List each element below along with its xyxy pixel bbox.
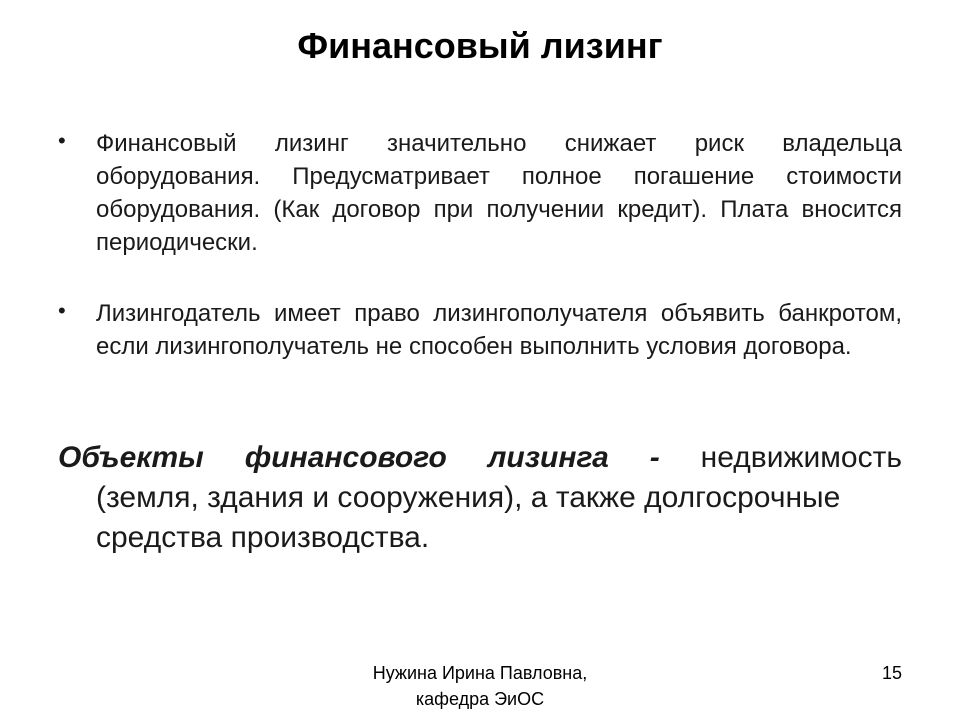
objects-term-word: лизинга [487, 441, 609, 474]
objects-term-word: Объекты [58, 441, 204, 474]
bullet-dot-icon: • [58, 298, 66, 323]
bullet-text: Финансовый лизинг значительно снижает риск владельца оборудования. Предусматривает полное погашение стоимости оборудования. (Как договор при получении кредит). Плата вносится периодически. [96, 130, 902, 256]
footer-author: Нужина Ирина Павловна, [372, 663, 588, 683]
objects-first-definition-word: недвижимость [700, 441, 902, 474]
objects-term-dash: - [649, 441, 660, 474]
objects-definition-continuation: (земля, здания и сооружения), а также долгосрочные средства производства. [96, 481, 841, 554]
footer-department: кафедра ЭиОС [415, 689, 545, 709]
bullet-item [58, 127, 902, 267]
bullet-dot-icon: • [58, 128, 66, 153]
slide-footer [300, 660, 660, 712]
objects-paragraph [58, 438, 902, 558]
bullet-item [58, 297, 902, 402]
bullet-text: Лизингодатель имеет право лизингополучателя объявить банкротом, если лизингополучатель не способен выполнить условия договора. [96, 300, 902, 360]
objects-term-word: финансового [244, 441, 447, 474]
objects-first-line [58, 438, 902, 478]
page-number: 15 [881, 663, 902, 683]
slide-title: Финансовый лизинг [297, 25, 663, 66]
